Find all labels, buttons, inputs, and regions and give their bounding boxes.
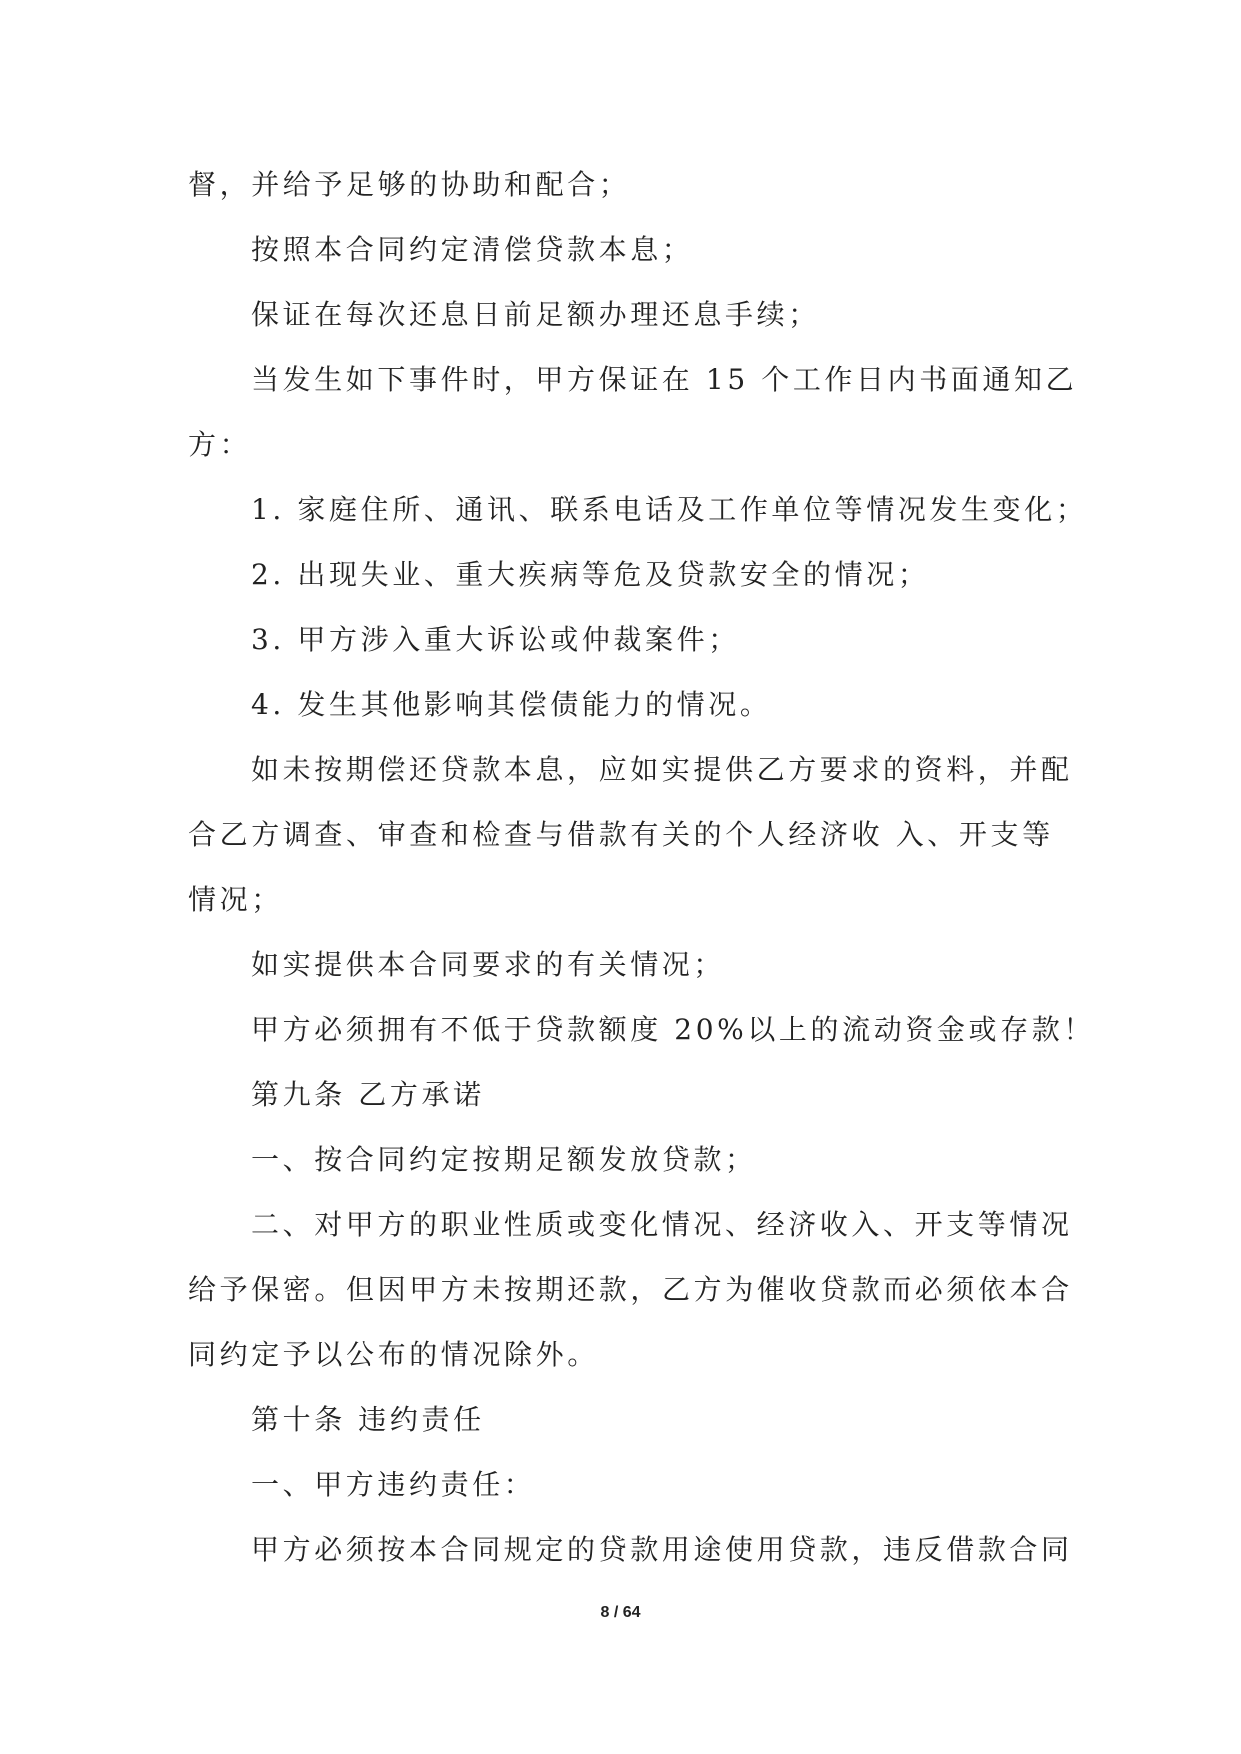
paragraph-line: 按照本合同约定清偿贷款本息； — [251, 233, 694, 266]
section-heading: 第十条 违约责任 — [251, 1403, 485, 1436]
paragraph-line: 保证在每次还息日前足额办理还息手续； — [251, 298, 820, 331]
paragraph-line: 情况； — [188, 883, 283, 916]
paragraph-line: 如未按期偿还贷款本息，应如实提供乙方要求的资料，并配 — [251, 753, 1073, 786]
paragraph-line: 甲方必须拥有不低于贷款额度 20%以上的流动资金或存款！ — [251, 1013, 1095, 1046]
paragraph-line: 督，并给予足够的协助和配合； — [188, 168, 631, 201]
document-body — [188, 152, 1095, 1582]
paragraph-line: 给予保密。但因甲方未按期还款，乙方为催收贷款而必须依本合 — [188, 1273, 1073, 1306]
paragraph-line: 如实提供本合同要求的有关情况； — [251, 948, 726, 981]
paragraph-line: 方： — [188, 428, 252, 461]
paragraph-line: 同约定予以公布的情况除外。 — [188, 1338, 599, 1371]
list-item: 1. 家庭住所、通讯、联系电话及工作单位等情况发生变化； — [251, 493, 1088, 526]
list-item: 3. 甲方涉入重大诉讼或仲裁案件； — [251, 623, 740, 656]
list-item: 4. 发生其他影响其偿债能力的情况。 — [251, 688, 772, 721]
paragraph-line: 合乙方调查、审查和检查与借款有关的个人经济收 入、开支等 — [188, 818, 1054, 851]
paragraph-line: 二、对甲方的职业性质或变化情况、经济收入、开支等情况 — [251, 1208, 1073, 1241]
paragraph-line: 甲方必须按本合同规定的贷款用途使用贷款，违反借款合同 — [251, 1533, 1073, 1566]
paragraph-line: 一、按合同约定按期足额发放贷款； — [251, 1143, 757, 1176]
paragraph-line: 当发生如下事件时，甲方保证在 15 个工作日内书面通知乙 — [251, 363, 1078, 396]
section-heading: 第九条 乙方承诺 — [251, 1078, 485, 1111]
paragraph-line: 一、甲方违约责任： — [251, 1468, 536, 1501]
list-item: 2. 出现失业、重大疾病等危及贷款安全的情况； — [251, 558, 930, 591]
page-number: 8 / 64 — [600, 1604, 641, 1621]
